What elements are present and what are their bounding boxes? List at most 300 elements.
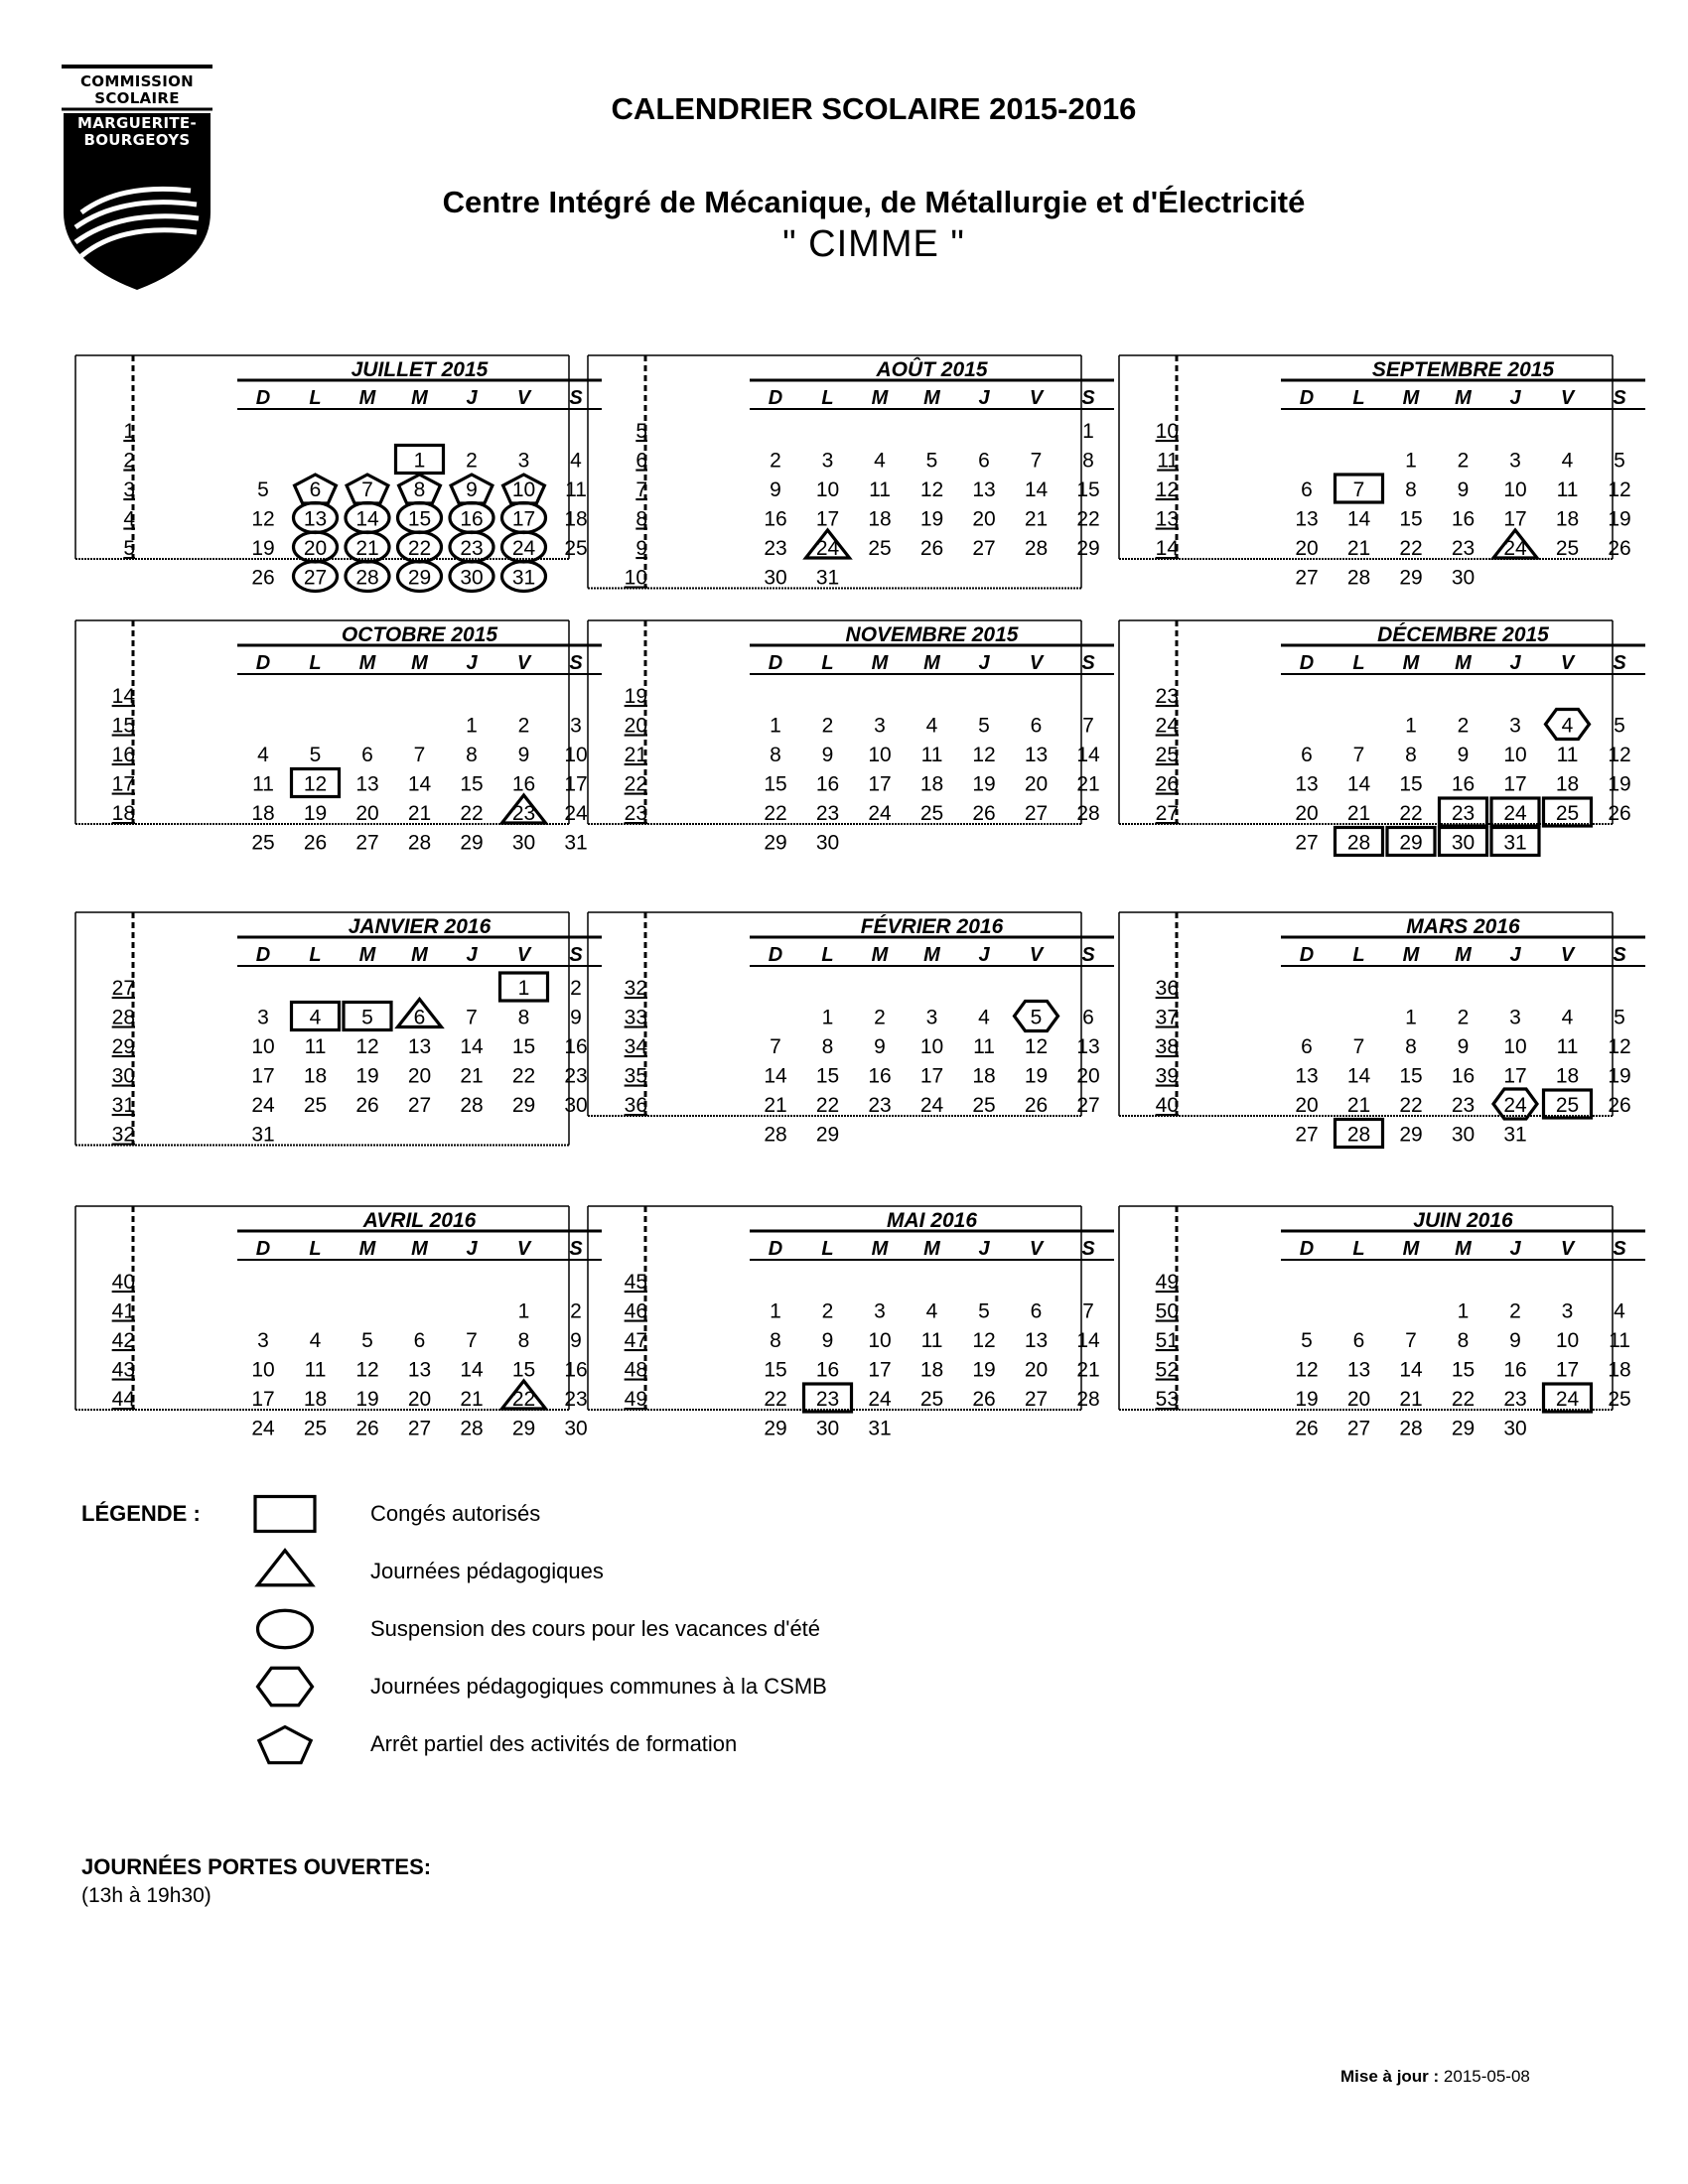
weekday-label: S [1613,1238,1626,1260]
day-number: 4 [925,1299,938,1323]
week-number: 46 [624,1299,647,1323]
day-number: 5 [1614,449,1625,473]
day-number: 27 [355,831,379,855]
day-number: 31 [564,831,588,855]
week-number: 32 [624,977,647,1000]
day-number: 9 [821,1329,834,1352]
legend-label: Journées pédagogiques [370,1559,604,1583]
month-calendar [1119,1206,1631,1440]
day-number: 26 [355,1094,379,1117]
day-number: 11 [304,1358,327,1382]
pentagon-icon [259,1727,311,1763]
school-board-logo [62,64,212,292]
weekday-label: D [1299,1238,1315,1260]
logo-text-line: BOURGEOYS [83,131,191,149]
day-number: 3 [1509,449,1521,473]
day-number: 15 [1399,1064,1423,1088]
day-number: 15 [511,1358,536,1382]
day-number: 25 [1555,1094,1580,1117]
day-number: 10 [1555,1329,1580,1352]
month-grid [588,912,1100,1147]
week-number: 10 [1155,420,1179,443]
day-number: 23 [815,802,840,825]
day-number: 6 [978,449,990,473]
weekday-label: V [1029,1238,1044,1260]
weekday-label: D [768,387,783,409]
day-number: 28 [407,831,432,855]
day-number: 17 [511,507,536,531]
weekday-label: D [255,944,271,966]
day-number: 30 [815,831,840,855]
last-updated-label: Mise à jour : [1340,2067,1440,2086]
day-number: 19 [1608,772,1631,796]
week-number: 50 [1155,1299,1179,1323]
week-number: 40 [111,1271,135,1294]
day-number: 2 [821,714,834,738]
week-number: 44 [111,1388,135,1411]
week-number: 36 [1155,977,1179,1000]
day-number: 4 [1561,449,1574,473]
day-number: 5 [361,1006,373,1029]
day-number: 17 [1503,1064,1527,1088]
day-number: 21 [460,1388,484,1411]
day-number: 29 [764,1417,787,1440]
day-number: 23 [1451,802,1476,825]
weekday-label: V [1560,1238,1575,1260]
month-calendar [75,1206,588,1440]
day-number: 17 [1503,507,1527,531]
day-number: 16 [564,1035,588,1058]
day-number: 13 [303,507,328,531]
weekday-label: D [768,1238,783,1260]
day-number: 15 [460,772,484,796]
day-number: 10 [251,1035,275,1058]
day-number: 3 [1561,1299,1574,1323]
day-number: 13 [1295,1064,1319,1088]
weekday-label: M [358,944,376,966]
day-number: 3 [570,714,582,738]
day-number: 13 [407,1035,432,1058]
day-number: 29 [1399,566,1423,590]
day-number: 6 [413,1329,426,1352]
day-number: 31 [1503,831,1527,855]
day-number: 16 [564,1358,588,1382]
week-number: 21 [624,744,647,766]
day-number: 9 [1457,478,1470,501]
day-number: 16 [1503,1358,1527,1382]
day-number: 15 [1076,478,1100,501]
day-number: 15 [1451,1358,1476,1382]
day-number: 23 [868,1094,892,1117]
weekday-label: M [871,387,889,409]
day-number: 27 [1295,831,1319,855]
weekday-label: L [821,944,834,966]
day-number: 6 [413,1006,426,1029]
week-number: 12 [1155,478,1179,501]
day-number: 14 [460,1035,484,1058]
day-number: 3 [257,1329,269,1352]
weekday-label: L [1352,387,1365,409]
day-number: 15 [407,507,432,531]
day-number: 18 [1608,1358,1631,1382]
week-number: 14 [1155,537,1179,560]
legend-label: Journées pédagogiques communes à la CSMB [370,1674,827,1699]
day-number: 23 [460,537,484,560]
day-number: 28 [355,566,379,590]
day-number: 10 [511,478,536,501]
day-number: 11 [304,1035,327,1058]
week-number: 16 [111,744,135,766]
legend-item [253,1604,948,1654]
day-number: 4 [309,1329,322,1352]
month-grid [1119,912,1631,1147]
day-number: 4 [925,714,938,738]
week-number: 27 [1155,802,1179,825]
day-number: 9 [517,744,530,766]
day-number: 26 [1608,802,1631,825]
day-number: 7 [1030,449,1043,473]
day-number: 20 [303,537,328,560]
day-number: 29 [1399,831,1423,855]
week-number: 34 [624,1035,647,1058]
day-number: 11 [252,772,274,796]
weekday-label: V [1560,944,1575,966]
weekday-label: S [1613,652,1626,674]
day-number: 7 [413,744,426,766]
day-number: 21 [1076,772,1100,796]
day-number: 19 [1608,1064,1631,1088]
day-number: 26 [303,831,328,855]
day-number: 22 [1399,537,1423,560]
day-number: 24 [251,1417,275,1440]
month-title: MARS 2016 [1406,915,1520,938]
weekday-label: M [1455,652,1472,674]
day-number: 15 [1399,772,1423,796]
day-number: 9 [1509,1329,1521,1352]
day-number: 30 [564,1417,588,1440]
day-number: 24 [1555,1388,1580,1411]
weekday-label: D [768,944,783,966]
day-number: 23 [511,802,536,825]
day-number: 26 [972,802,996,825]
day-number: 18 [972,1064,996,1088]
week-number: 53 [1155,1388,1179,1411]
weekday-label: M [411,944,428,966]
day-number: 4 [1561,714,1574,738]
month-title: OCTOBRE 2015 [341,623,498,646]
day-number: 8 [1405,1035,1417,1058]
day-number: 1 [517,977,530,1000]
day-number: 27 [1295,1123,1319,1147]
weekday-label: J [978,387,990,409]
legend-item [253,1547,948,1596]
day-number: 28 [1346,566,1371,590]
day-number: 30 [1451,566,1476,590]
day-number: 30 [460,566,484,590]
weekday-label: L [1352,652,1365,674]
legend-label: Suspension des cours pour les vacances d'été [370,1616,821,1641]
weekday-label: V [516,944,531,966]
month-grid [588,620,1100,855]
day-number: 2 [570,977,582,1000]
day-number: 7 [770,1035,781,1058]
legend-title: LÉGENDE : [81,1501,201,1526]
day-number: 8 [413,478,426,501]
weekday-label: S [1613,387,1626,409]
weekday-label: M [871,652,889,674]
day-number: 18 [251,802,275,825]
day-number: 26 [1608,537,1631,560]
week-number: 11 [1157,449,1179,473]
day-number: 26 [972,1388,996,1411]
day-number: 4 [1561,1006,1574,1029]
day-number: 2 [874,1006,886,1029]
day-number: 5 [361,1329,373,1352]
day-number: 13 [972,478,996,501]
day-number: 12 [251,507,275,531]
day-number: 21 [1346,537,1371,560]
weekday-label: M [358,1238,376,1260]
day-number: 13 [355,772,379,796]
day-number: 25 [1608,1388,1631,1411]
day-number: 21 [1024,507,1049,531]
month-grid [75,912,588,1147]
day-number: 24 [868,802,892,825]
day-number: 25 [303,1094,328,1117]
day-number: 7 [1405,1329,1417,1352]
day-number: 14 [1076,1329,1100,1352]
week-number: 49 [624,1388,647,1411]
legend-label: Arrêt partiel des activités de formation [370,1731,738,1756]
day-number: 30 [1503,1417,1527,1440]
weekday-label: S [569,652,583,674]
day-number: 27 [1346,1417,1371,1440]
day-number: 9 [466,478,478,501]
day-number: 1 [1405,449,1417,473]
week-number: 22 [624,772,647,796]
day-number: 23 [1451,1094,1476,1117]
day-number: 21 [460,1064,484,1088]
week-number: 27 [111,977,135,1000]
day-number: 22 [1451,1388,1476,1411]
day-number: 16 [868,1064,892,1088]
week-number: 49 [1155,1271,1179,1294]
day-number: 3 [874,1299,886,1323]
day-number: 10 [564,744,588,766]
day-number: 12 [355,1358,379,1382]
legend-triangle-icon [253,1547,333,1596]
month-grid [588,355,1100,590]
day-number: 7 [1352,478,1365,501]
week-number: 23 [1155,685,1179,708]
day-number: 9 [874,1035,886,1058]
day-number: 30 [1451,831,1476,855]
month-title: NOVEMBRE 2015 [845,623,1019,646]
month-calendar [588,1206,1100,1440]
day-number: 13 [1346,1358,1371,1382]
day-number: 5 [1614,1006,1625,1029]
weekday-label: S [569,944,583,966]
weekday-label: L [309,652,322,674]
day-number: 31 [1503,1123,1527,1147]
day-number: 25 [1555,537,1580,560]
day-number: 19 [355,1064,379,1088]
weekday-label: J [466,387,478,409]
day-number: 29 [1399,1123,1423,1147]
day-number: 22 [764,1388,787,1411]
day-number: 5 [925,449,938,473]
day-number: 24 [868,1388,892,1411]
weekday-label: V [516,652,531,674]
day-number: 24 [564,802,588,825]
day-number: 22 [764,802,787,825]
week-number: 37 [1155,1006,1179,1029]
day-number: 1 [770,1299,781,1323]
day-number: 26 [1608,1094,1631,1117]
day-number: 24 [1503,537,1527,560]
day-number: 27 [407,1094,432,1117]
day-number: 21 [1076,1358,1100,1382]
month-grid [75,355,588,590]
legend-item [253,1489,948,1539]
week-number: 9 [635,537,647,560]
month-calendar [1119,620,1631,855]
day-number: 22 [1076,507,1100,531]
day-number: 7 [1082,714,1094,738]
day-number: 16 [511,772,536,796]
day-number: 8 [770,1329,781,1352]
week-number: 42 [111,1329,135,1352]
weekday-label: V [516,387,531,409]
day-number: 30 [764,566,787,590]
day-number: 27 [1295,566,1319,590]
week-number: 33 [624,1006,647,1029]
week-number: 6 [635,449,647,473]
day-number: 25 [1555,802,1580,825]
day-number: 16 [1451,1064,1476,1088]
week-number: 25 [1155,744,1179,766]
day-number: 29 [407,566,432,590]
day-number: 7 [466,1329,478,1352]
week-number: 14 [111,685,135,708]
month-title: AOÛT 2015 [876,358,988,381]
weekday-label: V [1560,387,1575,409]
weekday-label: V [516,1238,531,1260]
weekday-label: M [358,652,376,674]
weekday-label: D [1299,944,1315,966]
month-grid [75,620,588,855]
day-number: 29 [1451,1417,1476,1440]
center-short-name: " CIMME " [782,223,965,265]
day-number: 3 [874,714,886,738]
day-number: 13 [1295,507,1319,531]
day-number: 21 [764,1094,787,1117]
weekday-label: M [871,1238,889,1260]
day-number: 14 [1076,744,1100,766]
day-number: 14 [460,1358,484,1382]
day-number: 9 [1457,1035,1470,1058]
day-number: 20 [407,1388,432,1411]
week-number: 29 [111,1035,135,1058]
weekday-label: J [1509,944,1521,966]
day-number: 24 [251,1094,275,1117]
day-number: 25 [919,802,944,825]
weekday-label: L [309,944,322,966]
day-number: 4 [309,1006,322,1029]
week-number: 17 [111,772,135,796]
day-number: 12 [1608,1035,1631,1058]
day-number: 24 [1503,802,1527,825]
legend-item [253,1719,948,1769]
weekday-label: M [871,944,889,966]
day-number: 29 [764,831,787,855]
weekday-label: S [1081,387,1095,409]
day-number: 17 [868,772,892,796]
day-number: 27 [303,566,328,590]
day-number: 6 [1301,744,1313,766]
day-number: 10 [868,1329,892,1352]
weekday-label: D [768,652,783,674]
week-number: 28 [111,1006,135,1029]
day-number: 27 [407,1417,432,1440]
week-number: 30 [111,1064,135,1088]
day-number: 5 [1301,1329,1313,1352]
day-number: 17 [1503,772,1527,796]
weekday-label: M [411,1238,428,1260]
month-calendar [588,912,1100,1147]
day-number: 8 [821,1035,834,1058]
weekday-label: M [1455,944,1472,966]
day-number: 10 [1503,1035,1527,1058]
day-number: 16 [815,772,840,796]
day-number: 23 [1503,1388,1527,1411]
oval-icon [258,1610,313,1648]
day-number: 27 [1024,802,1049,825]
weekday-label: M [1402,944,1420,966]
legend-hexagon-icon [253,1662,333,1711]
day-number: 8 [1457,1329,1470,1352]
day-number: 26 [1295,1417,1319,1440]
day-number: 2 [517,714,530,738]
weekday-label: M [923,652,940,674]
day-number: 13 [1024,1329,1049,1352]
day-number: 31 [251,1123,275,1147]
day-number: 6 [1301,478,1313,501]
month-grid [1119,1206,1631,1440]
day-number: 21 [355,537,379,560]
month-title: MAI 2016 [886,1209,978,1232]
day-number: 28 [460,1417,484,1440]
day-number: 5 [257,478,269,501]
day-number: 5 [309,744,322,766]
week-number: 18 [111,802,135,825]
day-number: 31 [815,566,840,590]
week-number: 15 [111,714,135,738]
day-number: 28 [1076,802,1100,825]
week-number: 2 [123,449,135,473]
day-number: 7 [1352,744,1365,766]
day-number: 1 [413,449,426,473]
day-number: 14 [764,1064,787,1088]
day-number: 13 [407,1358,432,1382]
day-number: 27 [972,537,996,560]
logo-text-line: SCOLAIRE [94,89,180,107]
day-number: 6 [361,744,373,766]
week-number: 40 [1155,1094,1179,1117]
day-number: 2 [466,449,478,473]
day-number: 17 [919,1064,944,1088]
day-number: 28 [1399,1417,1423,1440]
